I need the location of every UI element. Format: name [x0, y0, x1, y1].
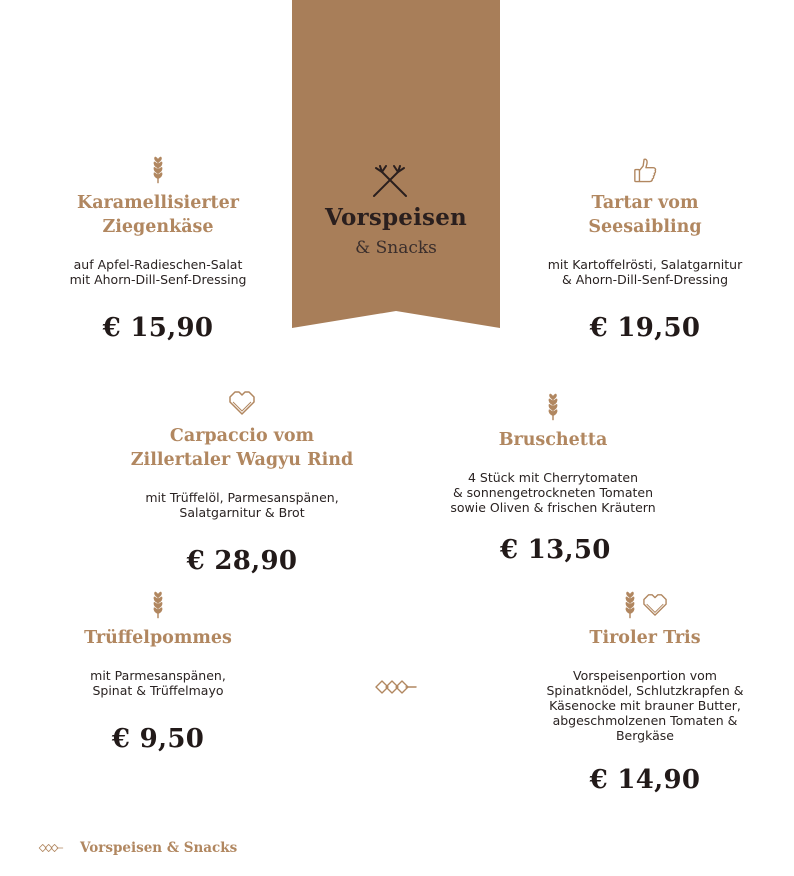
- dish-bruschetta: [438, 392, 668, 565]
- dish-description: mit Trüffelöl, Parmesanspänen, Salatgarnitur & Brot: [145, 490, 339, 520]
- dish-name: Bruschetta: [498, 430, 608, 450]
- wheat-icon: [149, 156, 167, 184]
- dish-name: Trüffelpommes: [84, 628, 232, 648]
- thumbs-up-icon: [633, 157, 657, 184]
- dish-name: Tartar vom Seesaibling: [588, 193, 702, 237]
- ornament-icon: [38, 843, 64, 853]
- dish-tartar-vom-seesaibling: [535, 155, 755, 343]
- dish-price: € 14,90: [589, 765, 701, 795]
- section-banner: [292, 0, 500, 328]
- dish-description: auf Apfel-Radieschen-Salat mit Ahorn-Dill-Senf-Dressing: [69, 257, 247, 287]
- dish-price: € 9,50: [111, 724, 205, 754]
- dish-price: € 19,50: [589, 313, 701, 343]
- dish-trueffelpommes: [58, 590, 258, 754]
- dish-description: mit Parmesanspänen, Spinat & Trüffelmayo: [90, 668, 226, 698]
- wheat-icon: [544, 393, 562, 421]
- wheat-icon: [149, 591, 167, 619]
- dish-karamellisierter-ziegenkaese: [58, 155, 258, 343]
- dish-description: 4 Stück mit Cherrytomaten & sonnengetrockneten Tomaten sowie Oliven & frischen Kräutern: [450, 470, 656, 515]
- dish-description: mit Kartoffelrösti, Salatgarnitur & Ahorn-Dill-Senf-Dressing: [547, 257, 743, 287]
- ornament-icon: [374, 680, 418, 694]
- footer: [38, 840, 237, 856]
- dish-tiroler-tris: [535, 590, 755, 795]
- crossed-fork-icon: [370, 164, 410, 198]
- wheat-icon: [621, 591, 639, 619]
- dish-name: Carpaccio vom Zillertaler Wagyu Rind: [130, 426, 354, 470]
- heart-icon: [641, 593, 669, 617]
- dish-price: € 13,50: [500, 535, 611, 565]
- dish-name: Karamellisierter Ziegenkäse: [77, 193, 239, 237]
- section-title: Vorspeisen: [325, 204, 467, 231]
- footer-label: Vorspeisen & Snacks: [80, 840, 238, 856]
- heart-icon: [227, 390, 257, 416]
- dish-description: Vorspeisenportion vom Spinatknödel, Schlutzkrapfen & Käsenocke mit brauner Butter, abgeschmolzenen Tomaten & Bergkäse: [546, 668, 744, 743]
- dish-carpaccio-wagyu: [112, 388, 372, 576]
- dish-price: € 15,90: [102, 313, 214, 343]
- dish-name: Tiroler Tris: [589, 628, 701, 648]
- dish-price: € 28,90: [186, 546, 298, 576]
- section-subtitle: & Snacks: [355, 238, 437, 258]
